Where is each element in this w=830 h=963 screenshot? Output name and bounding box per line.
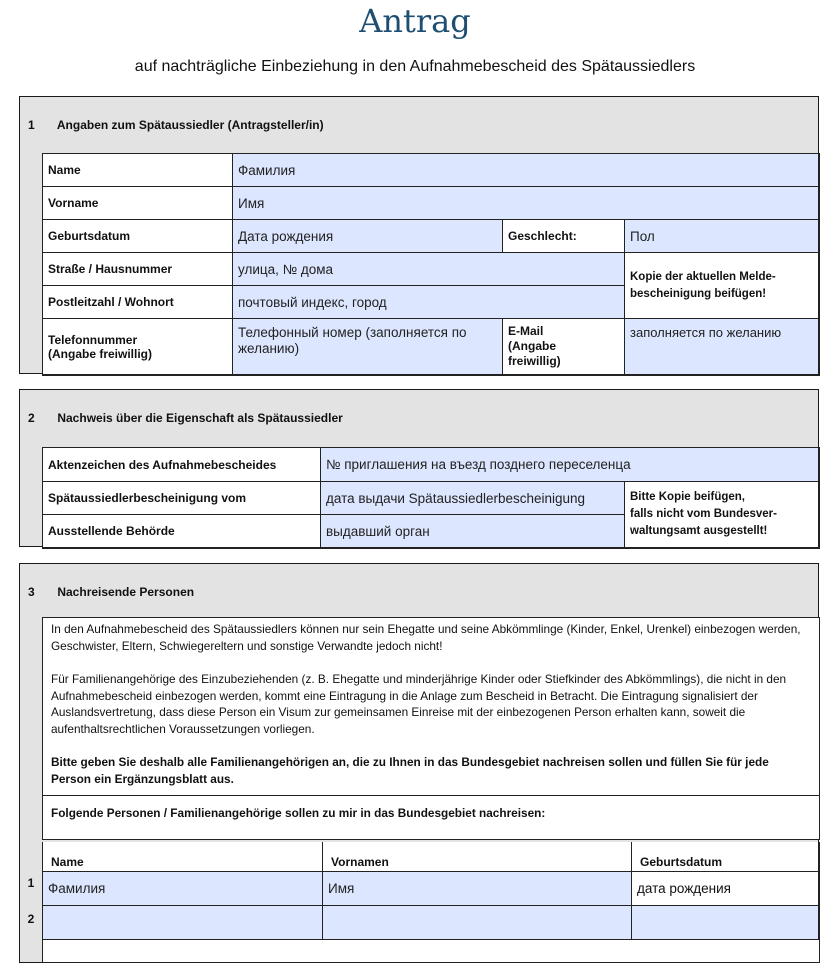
behoerde-input[interactable]: выдавший орган (321, 515, 625, 548)
email-label-line2: (Angabe (508, 339, 556, 353)
info-paragraph-1: In den Aufnahmebescheid des Spätaussiedlers können nur sein Ehegatte und seine Abkömmlinge (Kinder, Enkel, Urenkel) einbezogen werden, Geschwister, Eltern, Schwiegereltern und sonstige Verwandte jedoch nicht! (51, 622, 801, 653)
vorname-input[interactable]: Имя (233, 187, 819, 220)
section-number: 1 (28, 118, 35, 132)
page-title: Antrag (359, 2, 471, 40)
name-label: Name (43, 154, 233, 187)
melde-note-line1: Kopie der aktuellen Melde- (630, 270, 776, 283)
section-title: Nachweis über die Eigenschaft als Spätaussiedler (57, 411, 343, 425)
section-2-heading (20, 411, 343, 425)
person-2-name[interactable] (43, 906, 323, 940)
melde-note-line2: bescheinigung beifügen! (630, 287, 767, 300)
info-paragraph-3: Bitte geben Sie deshalb alle Familienangehörigen an, die zu Ihnen in das Bundesgebiet nachreisen sollen und füllen Sie für jede Person ein Ergänzungsblatt aus. (51, 755, 769, 786)
section-2 (19, 389, 819, 547)
section-1 (19, 96, 819, 374)
col-header-name: Name (43, 842, 323, 872)
geburtsdatum-input[interactable]: Дата рождения (233, 220, 503, 253)
aktenzeichen-input[interactable]: № приглашения на въезд позднего переселенца (321, 448, 819, 482)
persons-table (42, 842, 820, 963)
section-title: Nachreisende Personen (57, 585, 195, 599)
kopie-note-line2: falls nicht vom Bundesver- (630, 508, 777, 520)
section-title: Angaben zum Spätaussiedler (Antragsteller/in) (56, 118, 324, 132)
section-3 (19, 563, 819, 963)
section-number: 2 (28, 411, 35, 425)
melde-note (625, 253, 819, 319)
applicant-table (42, 153, 820, 376)
bescheinigung-input[interactable]: дата выдачи Spätaussiedlerbescheinigung (321, 482, 625, 515)
telefon-label-line2: (Angabe freiwillig) (48, 346, 153, 361)
name-input[interactable]: Фамилия (233, 154, 819, 187)
list-heading: Folgende Personen / Familienangehörige sollen zu mir in das Bundesgebiet nachreisen: (51, 806, 546, 820)
person-1-vornamen[interactable]: Имя (323, 872, 632, 906)
kopie-note (625, 482, 819, 548)
bescheinigung-label: Spätaussiedlerbescheinigung vom (43, 482, 321, 515)
person-2-geburtsdatum[interactable] (632, 906, 819, 940)
col-header-vornamen: Vornamen (323, 842, 632, 872)
behoerde-label: Ausstellende Behörde (43, 515, 321, 548)
row-number-1: 1 (27, 876, 35, 890)
person-1-geburtsdatum[interactable]: дата рождения (632, 872, 819, 906)
person-1-name[interactable]: Фамилия (43, 872, 323, 906)
proof-table (42, 447, 820, 549)
vorname-label: Vorname (43, 187, 233, 220)
aktenzeichen-label: Aktenzeichen des Aufnahmebescheides (43, 448, 321, 482)
email-label-line1: E-Mail (508, 324, 544, 338)
strasse-input[interactable]: улица, № дома (233, 253, 625, 286)
info-paragraph-2: Für Familienangehörige des Einzubeziehenden (z. B. Ehegatte und minderjährige Kinder oder Stiefkinder des Abkömmlings), die nicht in den Aufnahmebescheid einbezogen werden, kommt eine Eintragung in die Anlage zum Bescheid in Betracht. Die Eintragung signalisiert der Auslandsvertretung, dass diese Person ein Visum zur gemeinsamen Einreise mit der einbezogenen Person erhalten kann, soweit die aufenthaltsrechtlichen Voraussetzungen vorliegen. (51, 672, 787, 736)
email-input[interactable]: заполняется по желанию (625, 319, 819, 375)
geschlecht-input[interactable]: Пол (625, 220, 819, 253)
geburtsdatum-label: Geburtsdatum (43, 220, 233, 253)
plz-input[interactable]: почтовый индекс, город (233, 286, 625, 319)
row-number-2: 2 (27, 912, 35, 926)
col-header-geburtsdatum: Geburtsdatum (632, 842, 819, 872)
strasse-label: Straße / Hausnummer (43, 253, 233, 286)
page-subtitle: auf nachträgliche Einbeziehung in den Aufnahmebescheid des Spätaussiedlers (134, 58, 696, 75)
email-label (503, 319, 625, 375)
kopie-note-line1: Bitte Kopie beifügen, (630, 491, 745, 503)
email-label-line3: freiwillig) (508, 354, 561, 368)
section-3-heading (20, 585, 194, 599)
kopie-note-line3: waltungsamt ausgestellt! (630, 525, 768, 537)
person-2-vornamen[interactable] (323, 906, 632, 940)
geschlecht-label: Geschlecht: (503, 220, 625, 253)
section-1-heading (20, 118, 324, 132)
section-number: 3 (28, 585, 35, 599)
plz-label: Postleitzahl / Wohnort (43, 286, 233, 319)
info-box (42, 617, 820, 840)
telefon-label (43, 319, 233, 375)
telefon-input[interactable]: Телефонный номер (заполняется по желанию) (233, 319, 503, 375)
telefon-label-line1: Telefonnummer (48, 332, 138, 347)
